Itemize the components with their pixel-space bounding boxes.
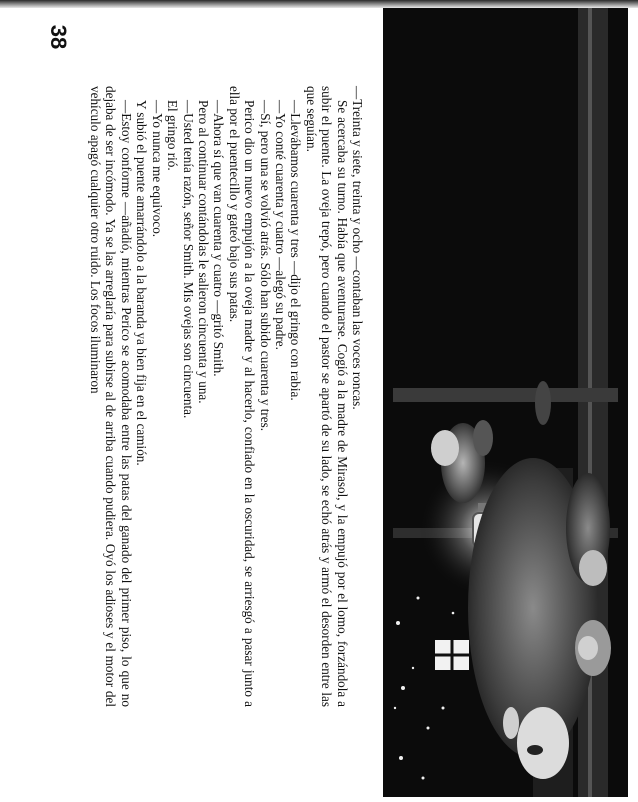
paragraph: —Ahora sí que van cuarenta y cuatro —gritó Smith. (211, 100, 227, 377)
illustration-art (383, 8, 628, 797)
paragraph: —Sí, pero una se volvió atrás. Sólo han subido cuarenta y tres. (257, 100, 273, 432)
book-spread (8, 8, 628, 797)
rotated-text-block (8, 8, 383, 797)
scan-edge (0, 0, 638, 8)
paragraph: —Usted tenía razón, señor Smith. Mis ovejas son cincuenta. (180, 100, 196, 419)
paragraph: Se acercaba su turno. Había que aventurarse. Cogió a la madre de Mirasol, y la empujó por el lomo, forzándola a subir el puente. La oveja trepó, pero cuando el pastor se apartó de su lado, se echó atrás y armó el desorden entre las que seguían. (303, 86, 350, 707)
paragraph: —Estoy conforme —añadió, mientras Perico se acomodaba entre las patas del ganado del primer piso, lo que no dejaba de ser incómodo. Ya se las arreglaría para subirse al de arriba cuando pudiera. Oyó los adioses y el motor del vehículo apagó cualquier otro ruido. Los focos iluminaron (88, 86, 134, 707)
paragraph: El gringo rió. (165, 100, 181, 171)
paragraph: Y subió el puente amarrándolo a la baranda ya bien fija en el camión. (134, 100, 150, 466)
paragraph: —Llevábamos cuarenta y tres —dijo el gringo con rabia. (288, 100, 304, 401)
paragraph: —Yo nunca me equivoco. (149, 100, 165, 238)
page-number: 38 (46, 24, 72, 50)
paragraph: —Treinta y siete, treinta y ocho —contaban las voces roncas. (350, 86, 365, 410)
text-page (8, 8, 383, 797)
paragraph: —Yo conté cuarenta y cuatro —alegó su padre. (272, 100, 288, 350)
paragraph: Perico dio un nuevo empujón a la oveja madre y al hacerlo, confiado en la oscuridad, se arriesgó a pasar junto a ella por el puentecillo y gateó bajo sus patas. (226, 86, 258, 707)
paragraph: Pero al continuar contándolas le salieron cincuenta y una. (195, 100, 211, 404)
night-truck-sheep-illustration (383, 8, 628, 797)
